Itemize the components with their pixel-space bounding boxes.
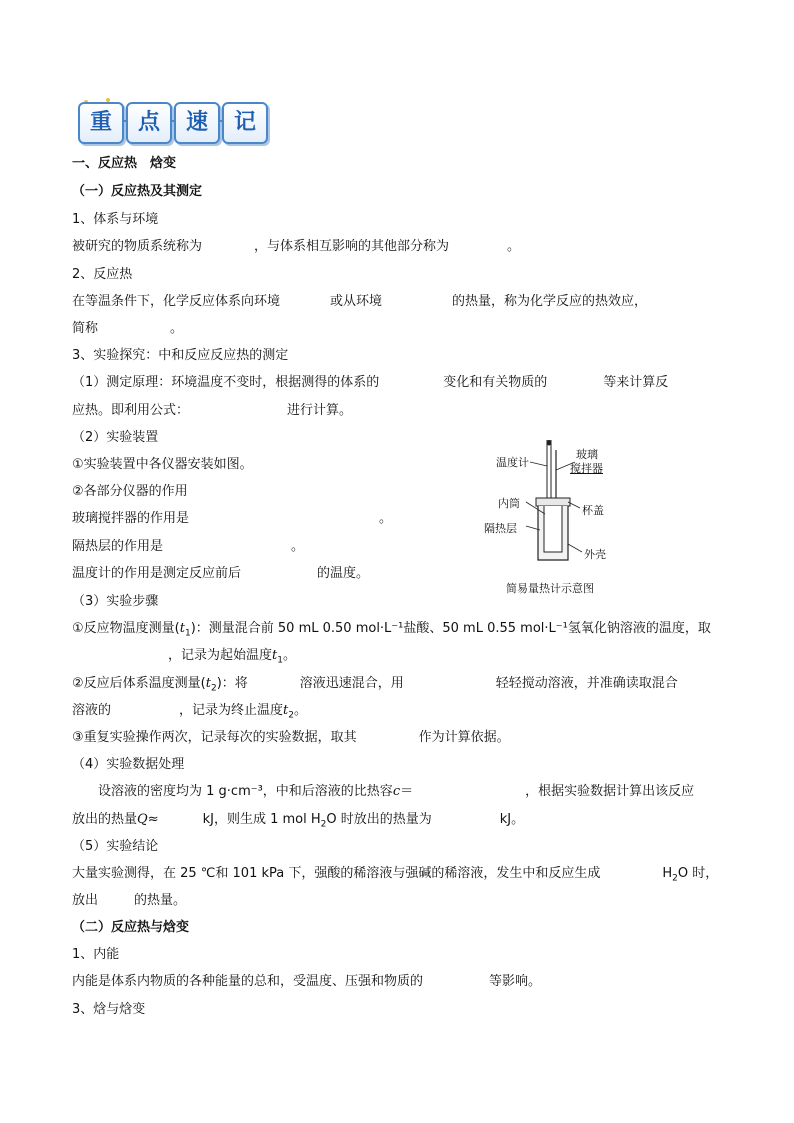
text-line: 隔热层的作用是 。 (72, 539, 305, 554)
label-glass: 玻璃 (576, 448, 598, 461)
topic-heading: 1、内能 (72, 947, 120, 962)
text-line: ，记录为起始温度$t_1$。 (168, 648, 296, 666)
text-line: （1）测定原理：环境温度不变时，根据测得的体系的 变化和有关物质的 等来计算反 (72, 375, 669, 390)
text-line: 在等温条件下，化学反应体系向环境 或从环境 的热量，称为化学反应的热效应， (72, 294, 648, 309)
calorimeter-figure (484, 440, 620, 600)
text-line: ②各部分仪器的作用 (72, 484, 188, 499)
topic-heading: 3、实验探究：中和反应反应热的测定 (72, 348, 289, 363)
label-stirrer: 搅拌器 (570, 462, 603, 475)
text-line: ②反应后体系温度测量$(t_2)$：将 溶液迅速混合，用 轻轻搅动溶液，并准确读取混合 (72, 676, 678, 694)
text-line: 玻璃搅拌器的作用是 。 (72, 511, 393, 526)
text-line: ①实验装置中各仪器安装如图。 (72, 457, 253, 472)
text-line: 放出的热量Q≈ kJ，则生成 1 mol $H_2O$ 时放出的热量为 kJ。 (72, 812, 525, 830)
text-line: 放出 的热量。 (72, 893, 187, 908)
label-inner-cup: 内筒 (498, 497, 520, 510)
topic-heading: 2、反应热 (72, 267, 133, 282)
topic-heading: （4）实验数据处理 (72, 757, 185, 772)
topic-heading: （3）实验步骤 (72, 594, 159, 609)
text-line: 设溶液的密度均为 1 g·cm⁻³，中和后溶液的比热容c＝ ，根据实验数据计算出该反应 (98, 784, 695, 799)
text-line: 内能是体系内物质的各种能量的总和，受温度、压强和物质的 等影响。 (72, 974, 542, 989)
text-line: 被研究的物质系统称为 ，与体系相互影响的其他部分称为 。 (72, 239, 521, 254)
banner-char-box: 记 (222, 102, 268, 144)
text-line: 简称 。 (72, 321, 184, 336)
topic-heading: 3、焓与焓变 (72, 1002, 146, 1017)
label-thermometer: 温度计 (496, 456, 529, 469)
subsection-heading: （一）反应热及其测定 (72, 184, 203, 199)
figure-caption: 简易量热计示意图 (506, 582, 594, 595)
topic-heading: （5）实验结论 (72, 839, 159, 854)
label-lid: 杯盖 (582, 504, 604, 517)
text-line: ③重复实验操作两次，记录每次的实验数据，取其 作为计算依据。 (72, 730, 510, 745)
label-insulation: 隔热层 (484, 522, 517, 535)
label-outer-shell: 外壳 (584, 548, 606, 561)
text-line: 溶液的 ，记录为终止温度$t_2$。 (72, 703, 308, 721)
text-line: 温度计的作用是测定反应前后 的温度。 (72, 566, 370, 581)
banner-char-box: 重 (78, 102, 124, 144)
banner-char-box: 速 (174, 102, 220, 144)
text-line: ①反应物温度测量$(t_1)$：测量混合前 50 mL 0.50 mol·L⁻¹盐酸、50 mL 0.55 mol·L⁻¹氢氧化钠溶液的温度，取 (72, 621, 711, 639)
topic-heading: 1、体系与环境 (72, 212, 159, 227)
key-points-banner (76, 100, 276, 144)
section-heading: 一、反应热 焓变 (72, 156, 177, 171)
subsection-heading: （二）反应热与焓变 (72, 920, 190, 935)
topic-heading: （2）实验装置 (72, 430, 159, 445)
banner-char-box: 点 (126, 102, 172, 144)
text-line: 大量实验测得，在 25 ℃和 101 kPa 下，强酸的稀溶液与强碱的稀溶液，发生中和反应生成 $H_2O$ 时， (72, 866, 719, 884)
text-line: 应热。即利用公式： 进行计算。 (72, 403, 353, 418)
